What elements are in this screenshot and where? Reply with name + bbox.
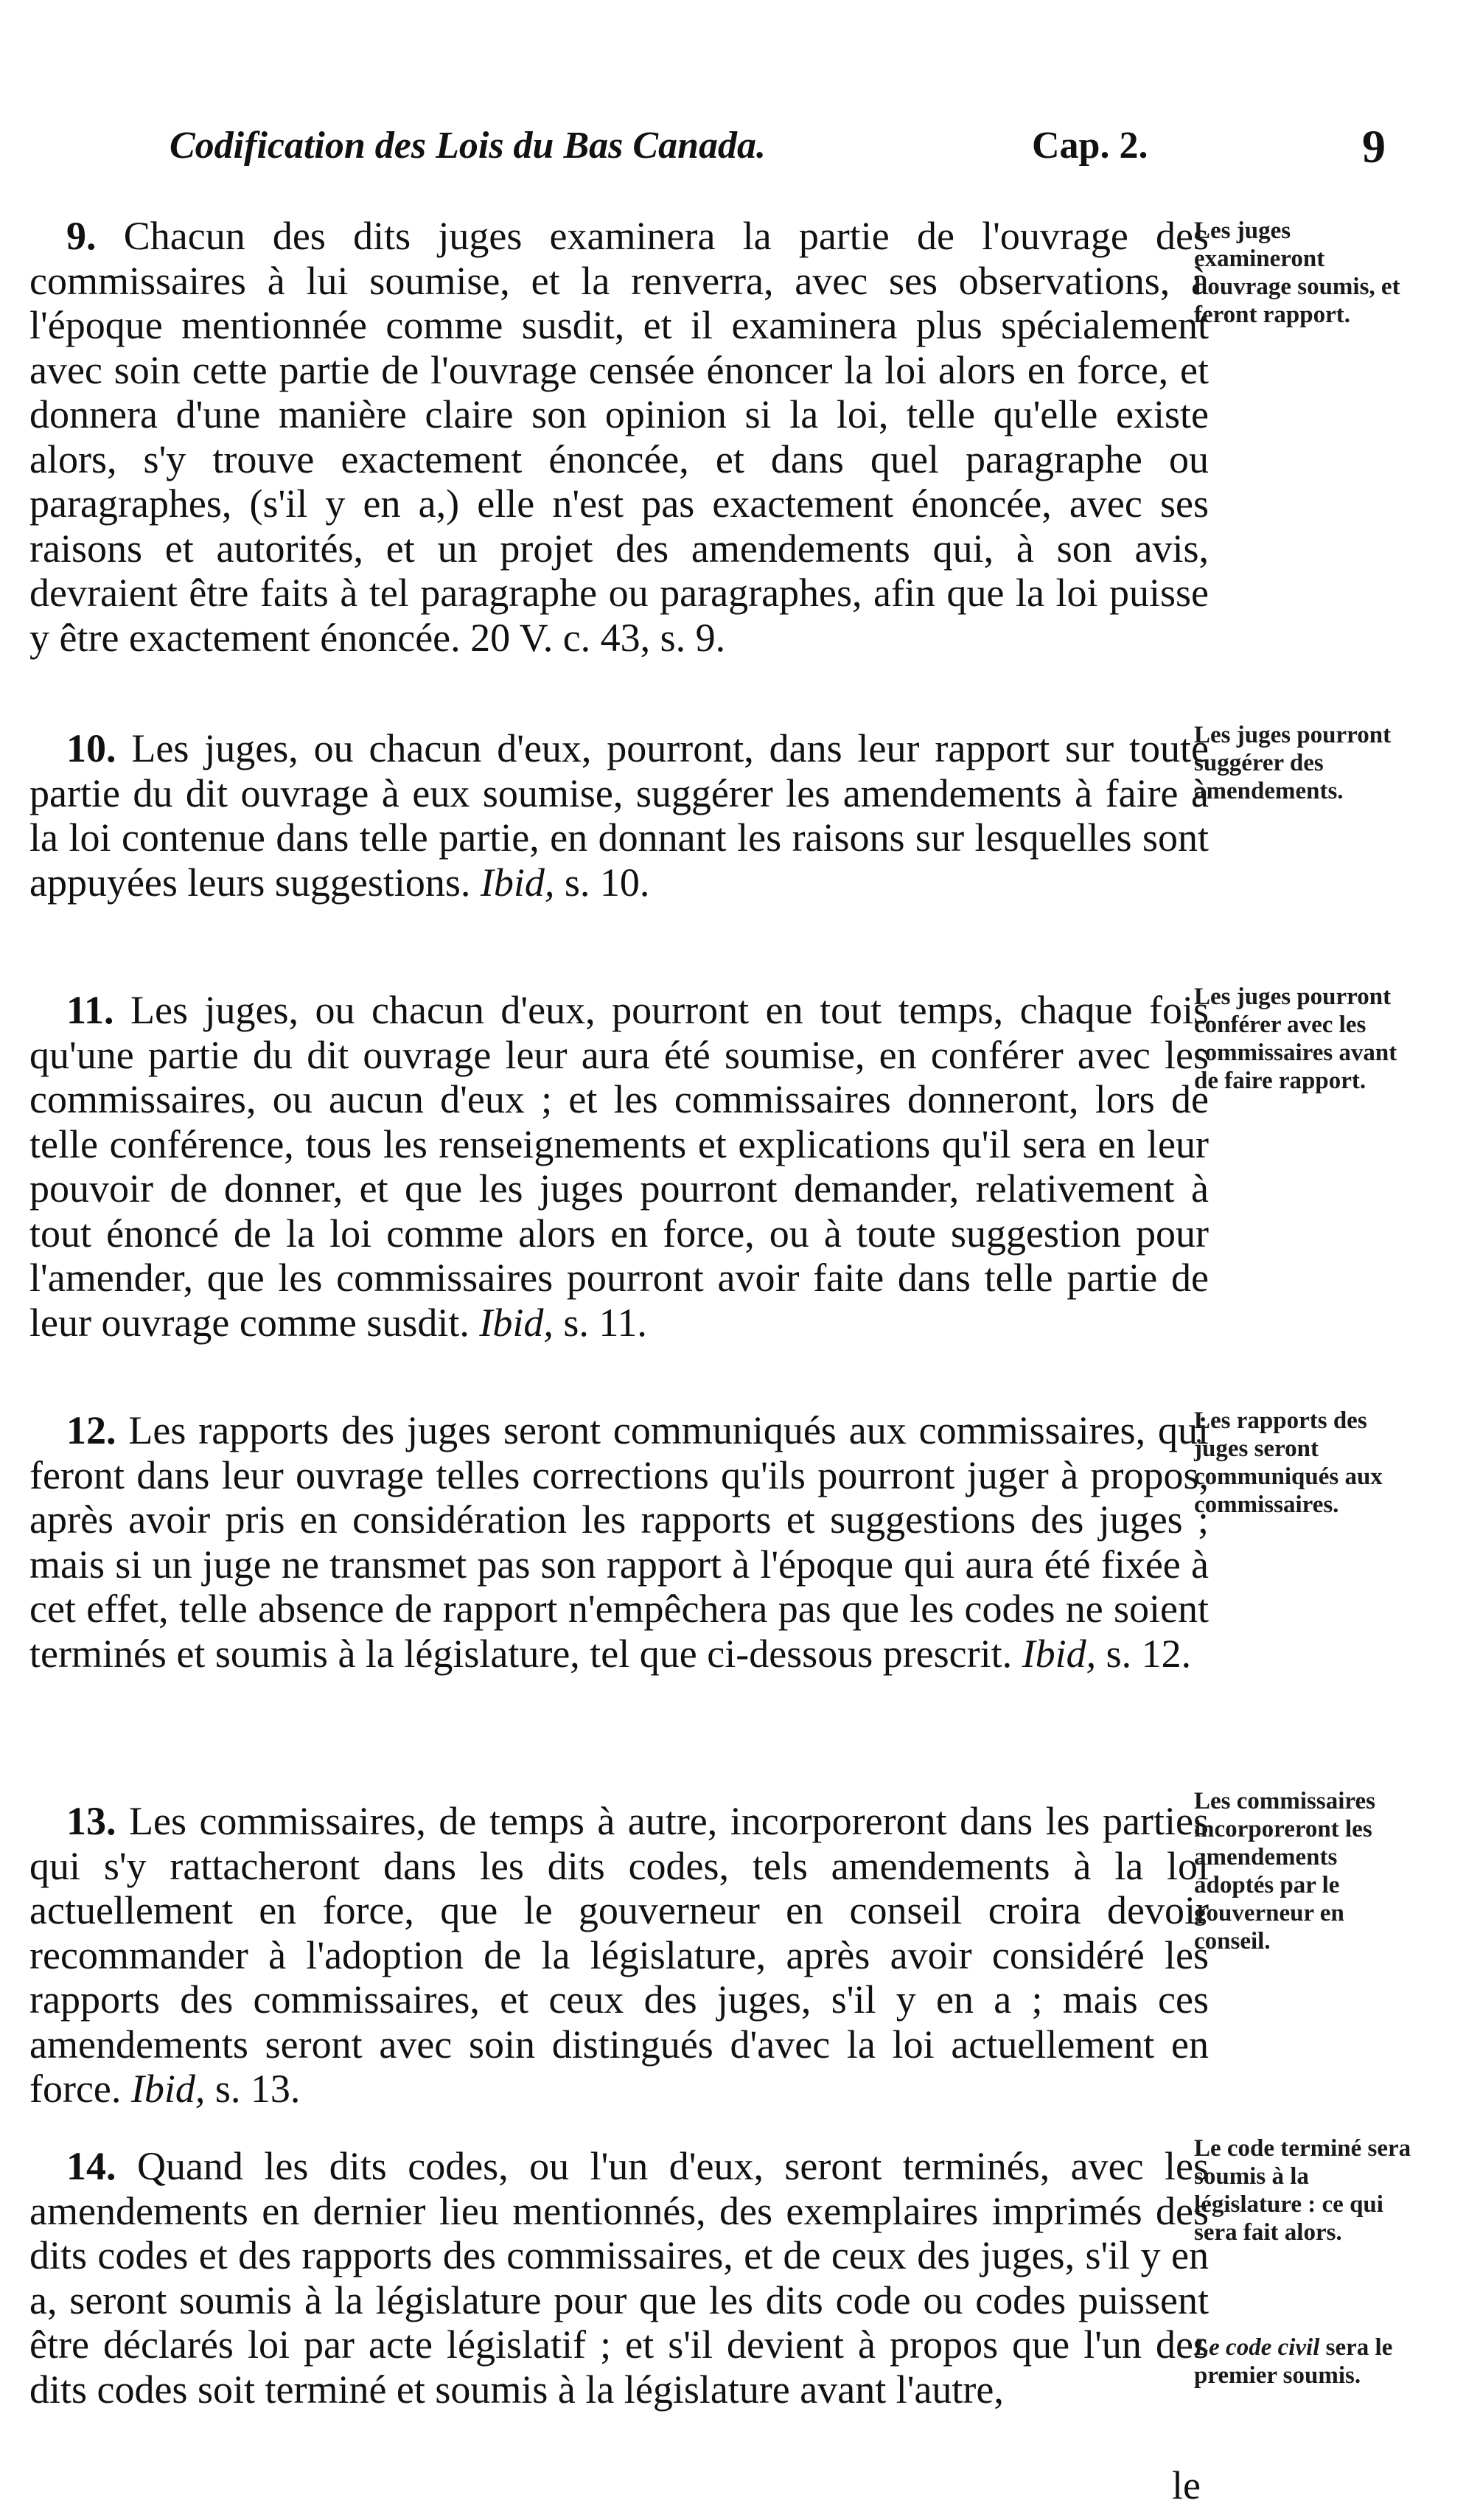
section-citation: 20 V. c. 43, s. 9. (470, 615, 726, 660)
section-text: Chacun des dits juges examinera la partie de l'ouvrage des commissaires à lui soumise, et la renverra, avec ses observations, à l'époque mentionnée comme susdit, et il examinera plus spécialement avec soin cette partie de l'ouvrage censée énoncer la loi alors en force, et donnera d'une manière claire son opinion si la loi, telle qu'elle existe alors, s'y trouve exactement énoncée, et dans quel paragraphe ou paragraphes, (s'il y en a,) elle n'est pas exactement énoncée, avec ses raisons et autorités, et un projet des amendements qui, à son avis, devraient être faits à tel paragraphe ou paragraphes, afin que la loi puisse y être exactement énoncée. (29, 214, 1210, 660)
citation-ibid: Ibid, (479, 1300, 554, 1345)
page-number: 9 (1362, 120, 1386, 173)
section-number: 14. (66, 2144, 116, 2188)
section-number: 11. (66, 988, 114, 1032)
section-paragraph (29, 726, 1209, 905)
section-10 (29, 726, 1209, 905)
citation-section: s. 10. (564, 860, 650, 905)
section-13 (29, 1799, 1209, 2112)
section-11 (29, 988, 1209, 1345)
section-number: 10. (66, 726, 116, 770)
margin-note-civil-code: Le code civil (1194, 2334, 1320, 2361)
margin-note-11: Les juges pourront conférer avec les commissaires avant de faire rapport. (1194, 984, 1397, 1094)
section-9 (29, 214, 1209, 660)
citation-ibid: Ibid, (480, 860, 555, 905)
running-title: Codification des Lois du Bas Canada. (170, 125, 766, 167)
section-text: Les commissaires, de temps à autre, incorporeront dans les parties qui s'y rattacheront dans les dits codes, tels amendements à la loi actuellement en force, que le gouverneur en conseil croira devoir recommander à l'adoption de la législature, après avoir considéré les rapports des commissaires, et ceux des juges, s'il y en a ; mais ces amendements seront avec soin distingués d'avec la loi actuellement en force. (29, 1799, 1209, 2111)
section-paragraph (29, 1408, 1209, 1676)
citation-section: s. 11. (563, 1300, 647, 1345)
section-paragraph (29, 988, 1209, 1345)
citation-ibid: Ibid, (130, 2067, 206, 2111)
section-12 (29, 1408, 1209, 1676)
margin-note-civil-rest: sera le premier soumis. (1194, 2334, 1393, 2389)
margin-note-13: Les commissaires incorporeront les amendements adoptés par le gouverneur en conseil. (1194, 1788, 1375, 1955)
section-paragraph (29, 2144, 1209, 2412)
section-number: 13. (66, 1799, 116, 1843)
margin-note-10: Les juges pourront suggérer des amendements. (1194, 722, 1392, 804)
margin-note-12: Les rapports des juges seront communiqués aux commissaires. (1194, 1407, 1383, 1518)
section-text: Quand les dits codes, ou l'un d'eux, seront terminés, avec les amendements en dernier lieu mentionnés, des exemplaires imprimés des dits codes et des rapports des commissaires, et de ceux des juges, s'il y en a, seront soumis à la législature pour que les dits code ou codes puissent être déclarés loi par acte législatif ; et s'il devient à propos que l'un des dits codes soit terminé et soumis à la législature avant l'autre, (29, 2144, 1210, 2412)
section-paragraph (29, 214, 1209, 660)
chapter-label: Cap. 2. (1032, 125, 1148, 167)
section-number: 12. (66, 1408, 116, 1452)
page-header (170, 120, 1386, 183)
section-paragraph (29, 1799, 1209, 2112)
section-text: Les rapports des juges seront communiqués aux commissaires, qui feront dans leur ouvrage telles corrections qu'ils pourront juger à propos, après avoir pris en considération les rapports et suggestions des juges ; mais si un juge ne transmet pas son rapport à l'époque qui aura été fixée à cet effet, telle absence de rapport n'empêchera pas que les codes ne soient terminés et soumis à la législature, tel que ci-dessous prescrit. (29, 1408, 1209, 1676)
section-text: Les juges, ou chacun d'eux, pourront, dans leur rapport sur toute partie du dit ouvrage à eux soumise, suggérer les amendements à faire à la loi contenue dans telle partie, en donnant les raisons sur lesquelles sont appuyées leurs suggestions. (29, 726, 1209, 905)
section-text: Les juges, ou chacun d'eux, pourront en tout temps, chaque fois qu'une partie du dit ouvrage leur aura été soumise, en conférer avec les commissaires, ou aucun d'eux ; et les commissaires donneront, lors de telle conférence, tous les renseignements et explications qu'il sera en leur pouvoir de donner, et que les juges pourront demander, relativement à tout énoncé de la loi comme alors en force, ou à toute suggestion pour l'amender, que les commissaires pourront avoir faite dans telle partie de leur ouvrage comme susdit. (29, 988, 1210, 1345)
catchword: le (1172, 2463, 1201, 2507)
margin-note-9: Les juges examineront l'ouvrage soumis, et feront rapport. (1194, 217, 1400, 328)
section-14 (29, 2144, 1209, 2412)
citation-ibid: Ibid, (1022, 1631, 1097, 1676)
citation-section: s. 13. (214, 2067, 301, 2111)
section-number: 9. (66, 214, 97, 258)
margin-note-14-civil (1194, 2333, 1415, 2390)
margin-note-14: Le code terminé sera soumis à la législature : ce qui sera fait alors. (1194, 2135, 1411, 2246)
citation-section: s. 12. (1106, 1631, 1192, 1676)
